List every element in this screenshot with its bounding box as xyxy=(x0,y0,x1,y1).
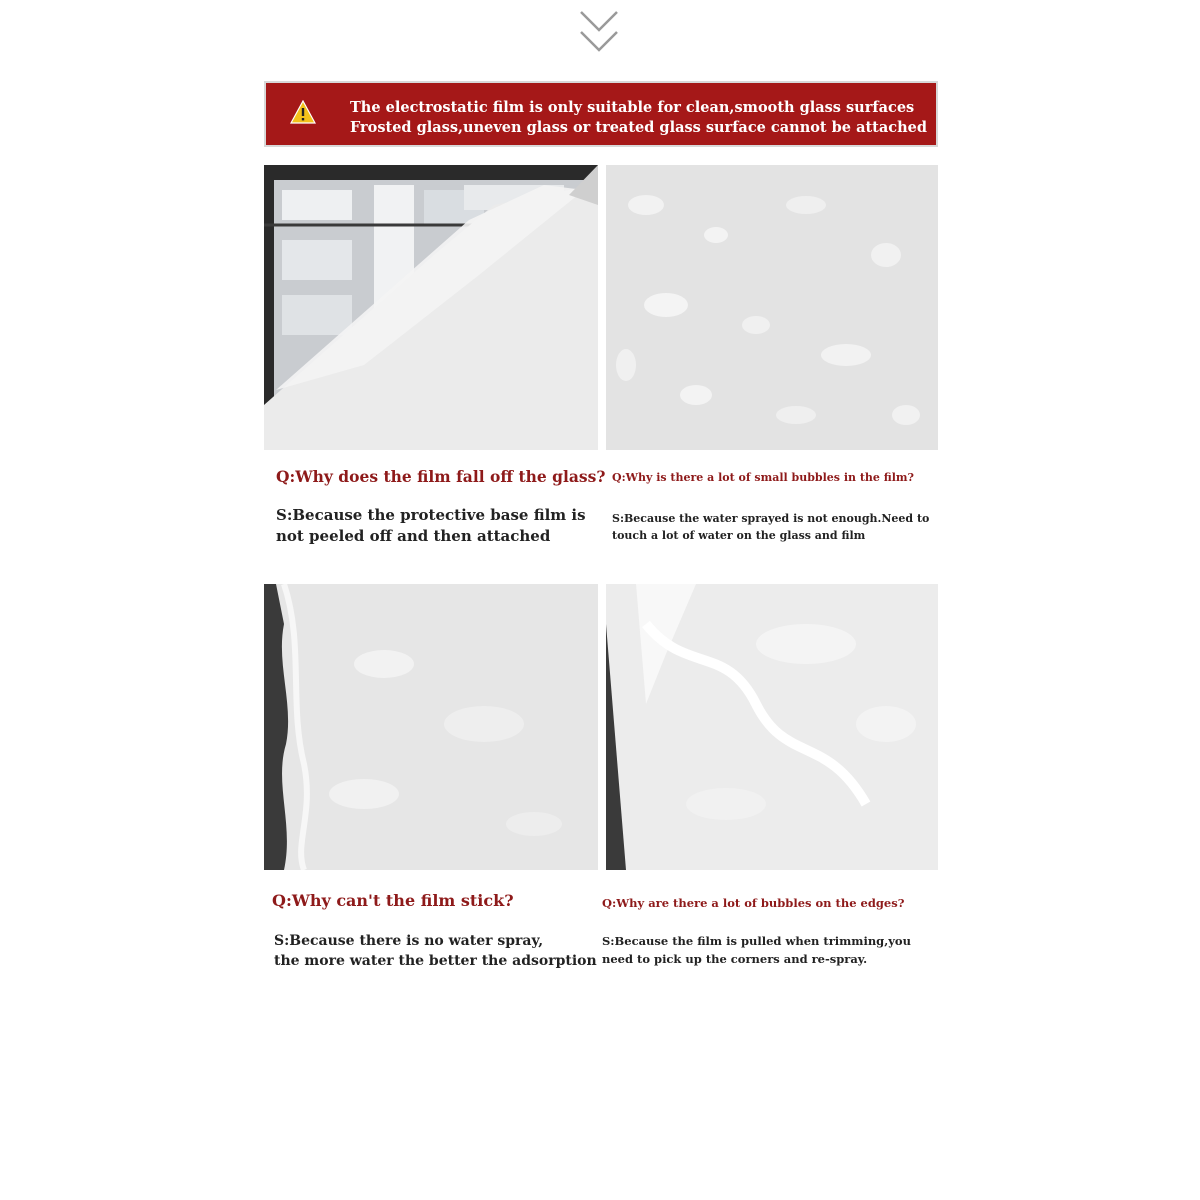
photo-edge-bubbles xyxy=(606,584,938,870)
faq-answer-1 xyxy=(276,505,586,547)
faq-question-3: Q:Why can't the film stick? xyxy=(272,891,514,910)
faq-question-2: Q:Why is there a lot of small bubbles in the film? xyxy=(612,471,914,484)
banner-text xyxy=(350,98,927,138)
photo-film-not-sticking xyxy=(264,584,598,870)
faq-answer-1-line-1: S:Because the protective base film is xyxy=(276,506,586,524)
faq-answer-3 xyxy=(274,931,597,971)
banner-line-2: Frosted glass,uneven glass or treated glass surface cannot be attached xyxy=(350,119,927,136)
double-chevron-down-icon xyxy=(578,8,620,54)
banner-line-1: The electrostatic film is only suitable for clean,smooth glass surfaces xyxy=(350,99,915,116)
warning-triangle-icon xyxy=(290,100,316,124)
photo-film-peeling xyxy=(264,165,598,450)
faq-answer-4-line-2: need to pick up the corners and re-spray. xyxy=(602,952,868,966)
faq-question-4: Q:Why are there a lot of bubbles on the edges? xyxy=(602,896,905,910)
faq-answer-1-line-2: not peeled off and then attached xyxy=(276,527,551,545)
photo-small-bubbles xyxy=(606,165,938,450)
faq-answer-3-line-2: the more water the better the adsorption xyxy=(274,953,597,969)
faq-answer-2 xyxy=(612,510,929,544)
faq-question-1: Q:Why does the film fall off the glass? xyxy=(276,467,606,486)
faq-answer-2-line-1: S:Because the water sprayed is not enough.Need to xyxy=(612,512,930,525)
faq-answer-4 xyxy=(602,932,911,968)
faq-answer-2-line-2: touch a lot of water on the glass and film xyxy=(612,529,866,542)
faq-answer-4-line-1: S:Because the film is pulled when trimming,you xyxy=(602,934,911,948)
faq-answer-3-line-1: S:Because there is no water spray, xyxy=(274,933,544,949)
warning-banner xyxy=(264,81,938,147)
